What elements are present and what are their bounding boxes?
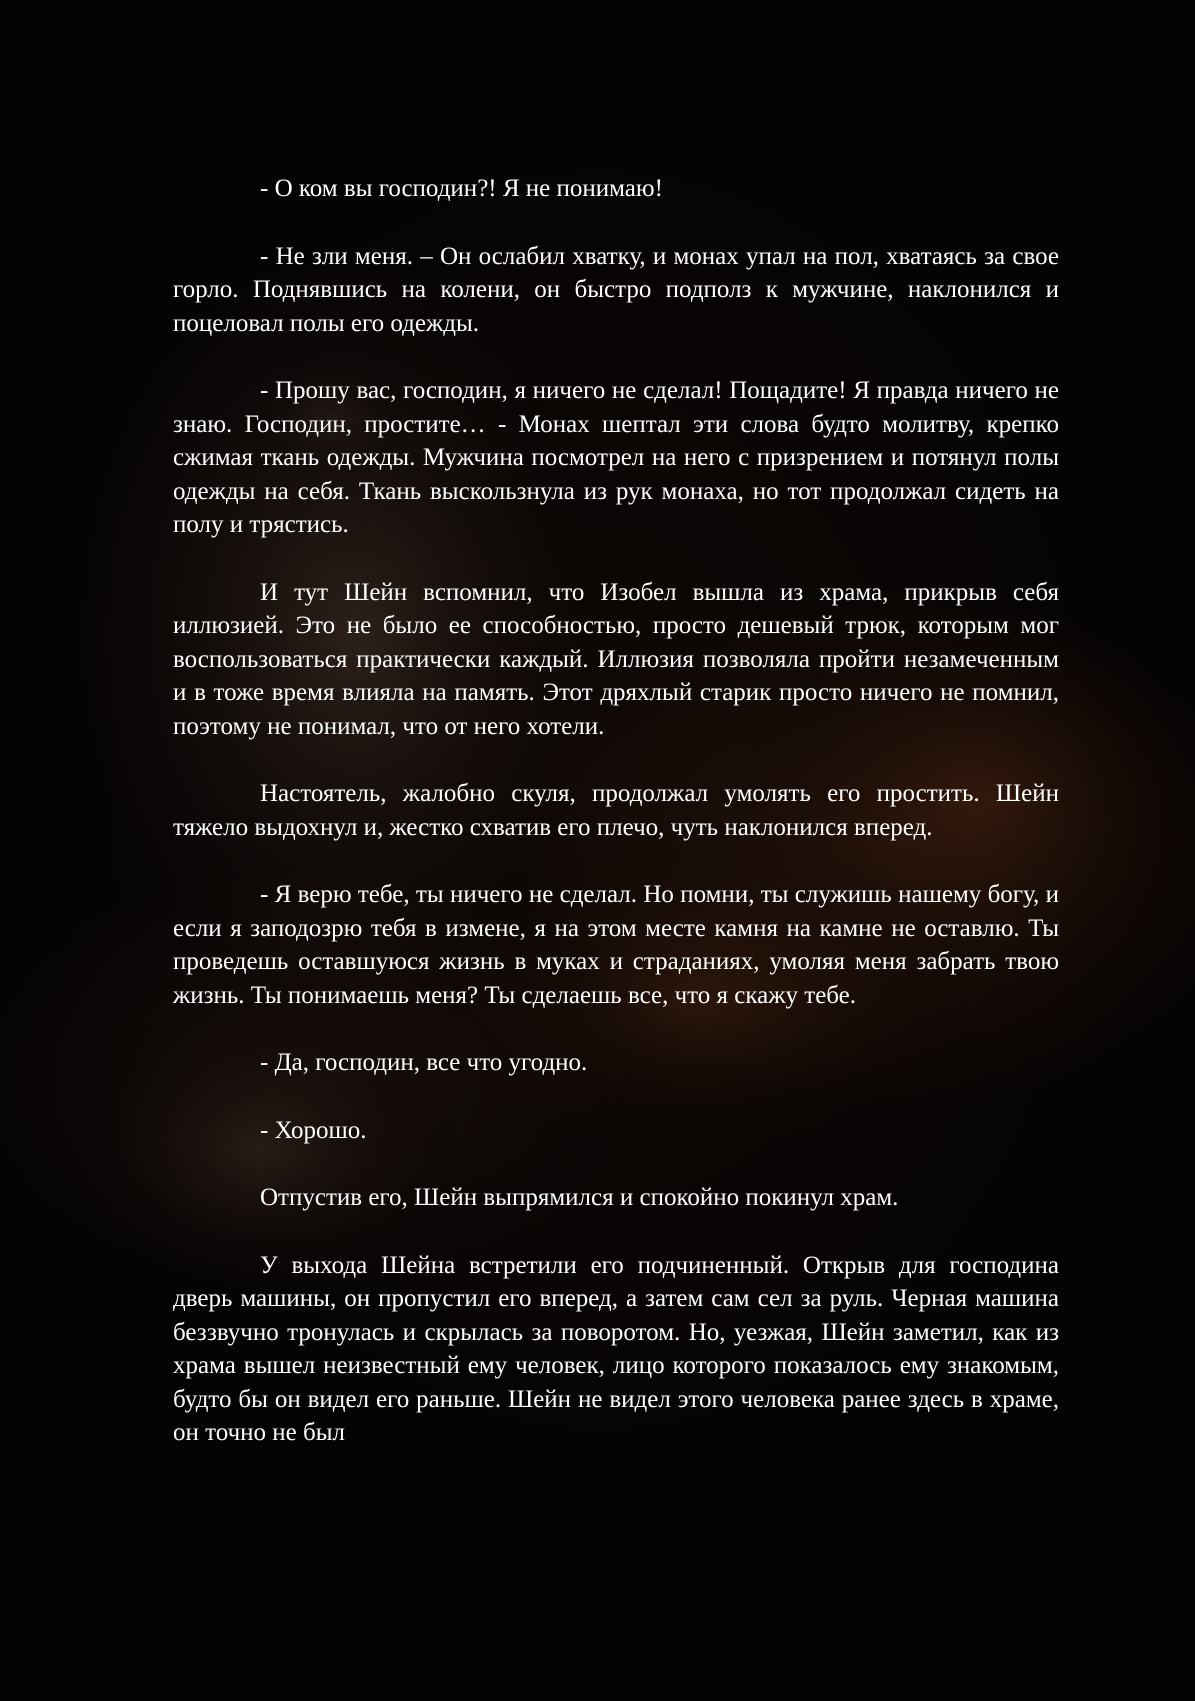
paragraph-1: - О ком вы господин?! Я не понимаю!	[260, 175, 663, 202]
paragraph-6: - Я верю тебе, ты ничего не сделал. Но помни, ты служишь нашему богу, и если я заподозрю тебя в измене, я на этом месте камня на камне не оставлю. Ты проведешь оставшуюся жизнь в муках и страданиях, умоляя меня забрать твою жизнь. Ты понимаешь меня? Ты сделаешь все, что я скажу тебе.	[173, 881, 1059, 1009]
paragraph-4: И тут Шейн вспомнил, что Изобел вышла из храма, прикрыв себя иллюзией. Это не было ее способностью, просто дешевый трюк, которым мог воспользоваться практически каждый. Иллюзия позволяла пройти незамеченным и в тоже время влияла на память. Этот дряхлый старик просто ничего не помнил, поэтому не понимал, что от него хотели.	[173, 578, 1059, 740]
story-text	[173, 172, 1059, 1484]
paragraph-2: - Не зли меня. – Он ослабил хватку, и монах упал на пол, хватаясь за свое горло. Поднявшись на колени, он быстро подполз к мужчине, наклонился и поцеловал полы его одежды.	[173, 242, 1059, 337]
paragraph-5: Настоятель, жалобно скуля, продолжал умолять его простить. Шейн тяжело выдохнул и, жестко схватив его плечо, чуть наклонился вперед.	[173, 780, 1059, 841]
paragraph-3: - Прошу вас, господин, я ничего не сделал! Пощадите! Я правда ничего не знаю. Господин, простите… - Монах шептал эти слова будто молитву, крепко сжимая ткань одежды. Мужчина посмотрел на него с призрением и потянул полы одежды на себя. Ткань выскользнула из рук монаха, но тот продолжал сидеть на полу и трястись.	[173, 377, 1059, 538]
paragraph-8: - Хорошо.	[260, 1116, 367, 1144]
paragraph-7: - Да, господин, все что угодно.	[260, 1049, 588, 1076]
paragraph-9: Отпустив его, Шейн выпрямился и спокойно покинул храм.	[260, 1184, 899, 1211]
paragraph-10: У выхода Шейна встретили его подчиненный. Открыв для господина дверь машины, он пропустил его вперед, а затем сам сел за руль. Черная машина беззвучно тронулась и скрылась за поворотом. Но, уезжая, Шейн заметил, как из храма вышел неизвестный ему человек, лицо которого показалось ему знакомым, будто бы он видел его раньше. Шейн не видел этого человека ранее здесь в храме, он точно не был	[173, 1251, 1059, 1446]
